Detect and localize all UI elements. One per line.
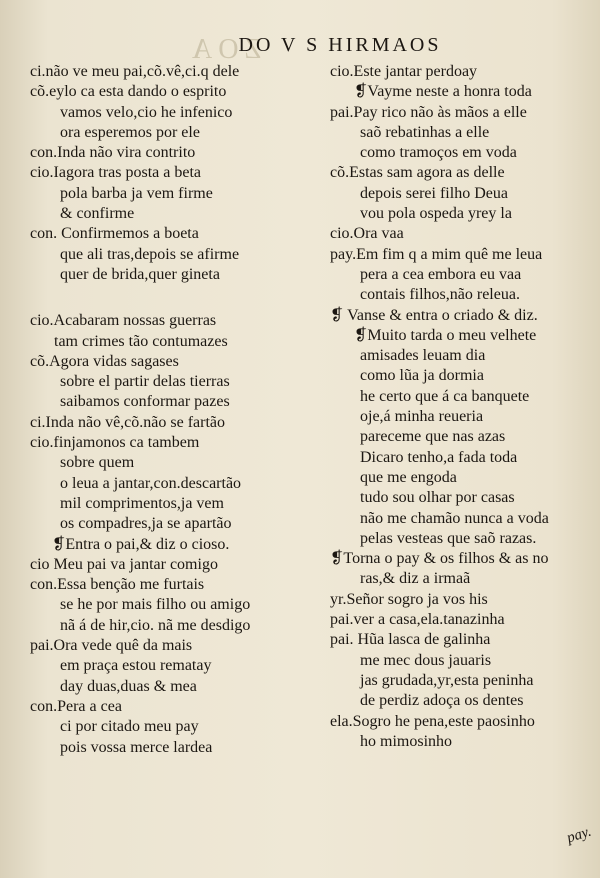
verse-line: ci.não ve meu pai,cõ.vê,ci.q dele xyxy=(30,63,240,80)
verse-line: pai.ver a casa,ela.tanazinha xyxy=(330,611,505,629)
verse-line: he certo que á ca banquete xyxy=(360,387,530,405)
verse-line: con.Inda não vira contrito xyxy=(30,144,196,162)
verse-line: ci.Inda não vê,cõ.não se fartão xyxy=(30,413,226,431)
verse-line: & confirme xyxy=(60,205,135,223)
verse-line: cio.Este jantar perdoay xyxy=(330,63,478,80)
verse-line: ❡Torna o pay & os filhos & as no xyxy=(330,550,549,568)
verse-line: ci por citado meu pay xyxy=(60,718,199,736)
verse-line: quer de brida,quer gineta xyxy=(60,265,220,283)
verse-line: pola barba ja vem firme xyxy=(60,184,213,202)
verse-line: como tramoços em voda xyxy=(360,144,517,162)
running-head-title: DO V S HIRMAOS xyxy=(238,34,442,56)
verse-line: tudo sou olhar por casas xyxy=(360,489,515,507)
verse-line: que me engoda xyxy=(360,468,457,486)
bleed-through-text: ZOA xyxy=(186,34,262,65)
verse-line: ❡Vayme neste a honra toda xyxy=(354,83,532,101)
verse-line: jas grudada,yr,esta peninha xyxy=(360,671,534,689)
verse-line: contais filhos,não releua. xyxy=(360,286,520,304)
verse-line: me mec dous jauaris xyxy=(360,651,492,669)
verse-line: de perdiz adoça os dentes xyxy=(360,692,524,710)
verse-line: ❡ Vanse & entra o criado & diz. xyxy=(330,306,538,324)
verse-line: cõ.Agora vidas sagases xyxy=(30,352,179,370)
verse-line: con.Essa benção me furtais xyxy=(30,576,205,594)
verse-line: não me chamão nunca a voda xyxy=(360,509,549,527)
verse-line: pai.Ora vede quê da mais xyxy=(30,637,193,655)
verse-line: como lũa ja dormia xyxy=(360,367,484,385)
verse-line: que ali tras,depois se afirme xyxy=(60,245,240,263)
verse-line: cio.Acabaram nossas guerras xyxy=(30,312,217,330)
verse-line: pai.Pay rico não às mãos a elle xyxy=(330,103,527,121)
verse-line: cio Meu pai va jantar comigo xyxy=(30,555,218,573)
verse-line: pelas vesteas que saõ razas. xyxy=(360,529,537,547)
verse-line: cio.Iagora tras posta a beta xyxy=(30,164,202,182)
verse-line: con. Confirmemos a boeta xyxy=(30,225,199,243)
verse-line: o leua a jantar,con.descartão xyxy=(60,474,242,492)
verse-line: oje,á minha reueria xyxy=(360,408,484,426)
left-column xyxy=(30,62,320,758)
verse-line: ❡Entra o pai,& diz o cioso. xyxy=(52,535,230,553)
verse-line: saõ rebatinhas a elle xyxy=(360,123,490,141)
verse-line: pai. Hũa lasca de galinha xyxy=(330,631,491,649)
stanza-gap xyxy=(30,285,320,311)
verse-line: mil comprimentos,ja vem xyxy=(60,494,224,512)
verse-line: ela.Sogro he pena,este paosinho xyxy=(330,712,535,730)
right-column xyxy=(330,62,598,752)
verse-line: pois vossa merce lardea xyxy=(60,738,213,756)
verse-line: vou pola ospeda yrey la xyxy=(360,205,512,223)
verse-line: pera a cea embora eu vaa xyxy=(360,265,522,283)
verse-line: depois serei filho Deua xyxy=(360,184,508,202)
verse-line: ora esperemos por ele xyxy=(60,123,200,141)
verse-line: cio.Ora vaa xyxy=(330,225,404,243)
verse-line: con.Pera a cea xyxy=(30,697,122,715)
verse-line: sobre el partir delas tierras xyxy=(60,373,230,391)
verse-line: se he por mais filho ou amigo xyxy=(60,596,251,614)
verse-line: cõ.eylo ca esta dando o esprito xyxy=(30,83,227,101)
verse-line: amisades leuam dia xyxy=(360,347,486,365)
verse-line: pay.Em fim q a mim quê me leua xyxy=(330,245,543,263)
verse-line: ras,& diz a irmaã xyxy=(360,570,471,588)
verse-line: em praça estou rematay xyxy=(60,657,212,675)
verse-line: nã á de hir,cio. nã me desdigo xyxy=(60,616,251,634)
verse-line: pareceme que nas azas xyxy=(360,428,506,446)
verse-line: day duas,duas & mea xyxy=(60,677,197,695)
verse-line: Dicaro tenho,a fada toda xyxy=(360,448,518,466)
verse-line: yr.Señor sogro ja vos his xyxy=(330,590,488,608)
verse-line: ho mimosinho xyxy=(360,732,453,750)
verse-line: os compadres,ja se apartão xyxy=(60,515,232,533)
verse-line: sobre quem xyxy=(60,454,135,472)
catchword: pay. xyxy=(565,823,594,847)
verse-line: vamos velo,cio he infenico xyxy=(60,103,233,121)
verse-line: ❡Muito tarda o meu velhete xyxy=(354,326,537,344)
running-head xyxy=(0,34,600,57)
verse-line: cõ.Estas sam agora as delle xyxy=(330,164,505,182)
verse-line: cio.finjamonos ca tambem xyxy=(30,434,200,452)
verse-line: tam crimes tão contumazes xyxy=(54,332,228,350)
verse-line: saibamos conformar pazes xyxy=(60,393,230,411)
